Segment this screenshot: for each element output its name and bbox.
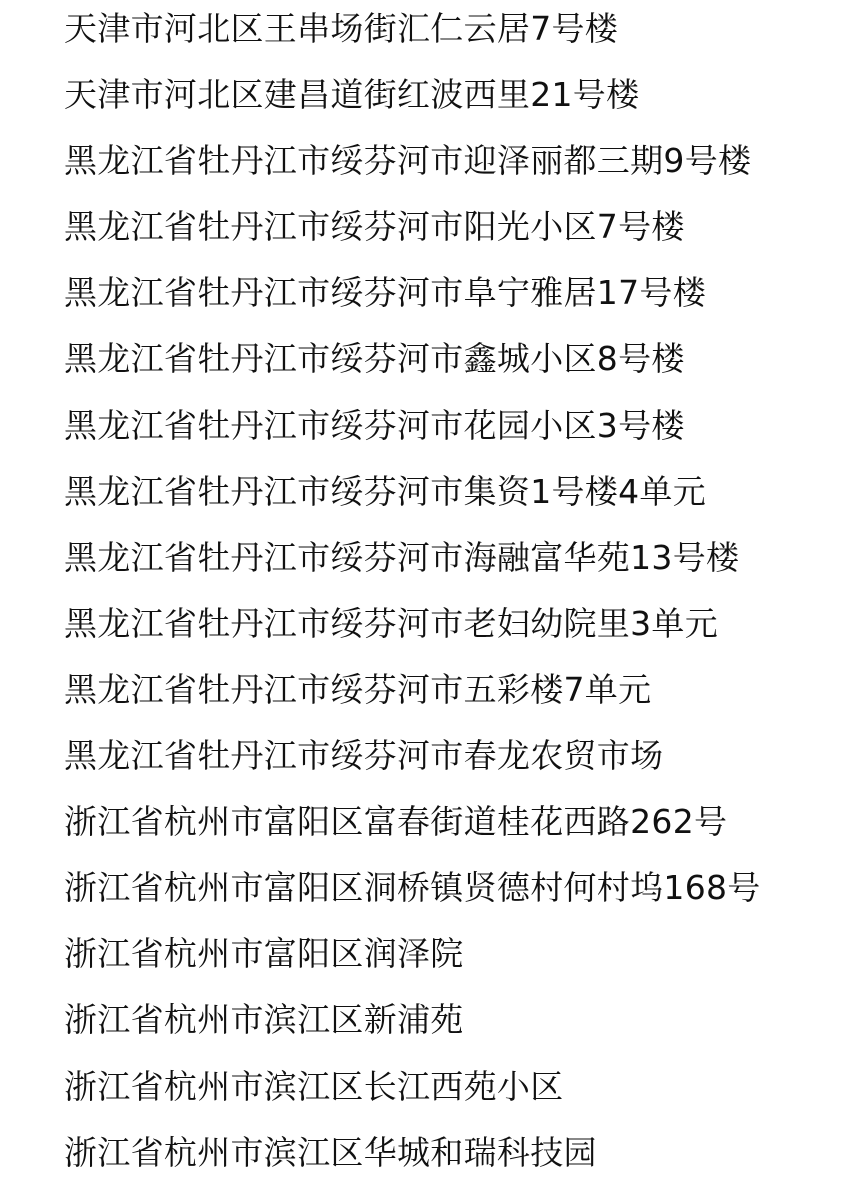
address-line: 黑龙江省牡丹江市绥芬河市集资1号楼4单元 — [64, 471, 706, 511]
address-line: 黑龙江省牡丹江市绥芬河市花园小区3号楼 — [64, 405, 685, 445]
address-line: 黑龙江省牡丹江市绥芬河市鑫城小区8号楼 — [64, 339, 685, 379]
address-line: 浙江省杭州市富阳区洞桥镇贤德村何村坞168号 — [64, 868, 761, 908]
address-line: 黑龙江省牡丹江市绥芬河市老妇幼院里3单元 — [64, 603, 718, 643]
address-line: 浙江省杭州市富阳区富春街道桂花西路262号 — [64, 802, 728, 842]
address-line: 浙江省杭州市滨江区长江西苑小区 — [64, 1066, 564, 1106]
address-line: 黑龙江省牡丹江市绥芬河市五彩楼7单元 — [64, 669, 652, 709]
address-list — [64, 0, 854, 1190]
address-line: 黑龙江省牡丹江市绥芬河市阳光小区7号楼 — [64, 207, 685, 247]
address-line: 浙江省杭州市滨江区华城和瑞科技园 — [64, 1132, 597, 1172]
address-line: 黑龙江省牡丹江市绥芬河市春龙农贸市场 — [64, 736, 664, 776]
address-line: 黑龙江省牡丹江市绥芬河市迎泽丽都三期9号楼 — [64, 141, 752, 181]
address-line: 黑龙江省牡丹江市绥芬河市海融富华苑13号楼 — [64, 537, 740, 577]
address-line: 浙江省杭州市滨江区新浦苑 — [64, 1000, 464, 1040]
address-line: 黑龙江省牡丹江市绥芬河市阜宁雅居17号楼 — [64, 273, 706, 313]
address-line: 浙江省杭州市富阳区润泽院 — [64, 934, 464, 974]
address-line: 天津市河北区王串场街汇仁云居7号楼 — [64, 9, 619, 48]
address-line: 天津市河北区建昌道街红波西里21号楼 — [64, 75, 640, 115]
